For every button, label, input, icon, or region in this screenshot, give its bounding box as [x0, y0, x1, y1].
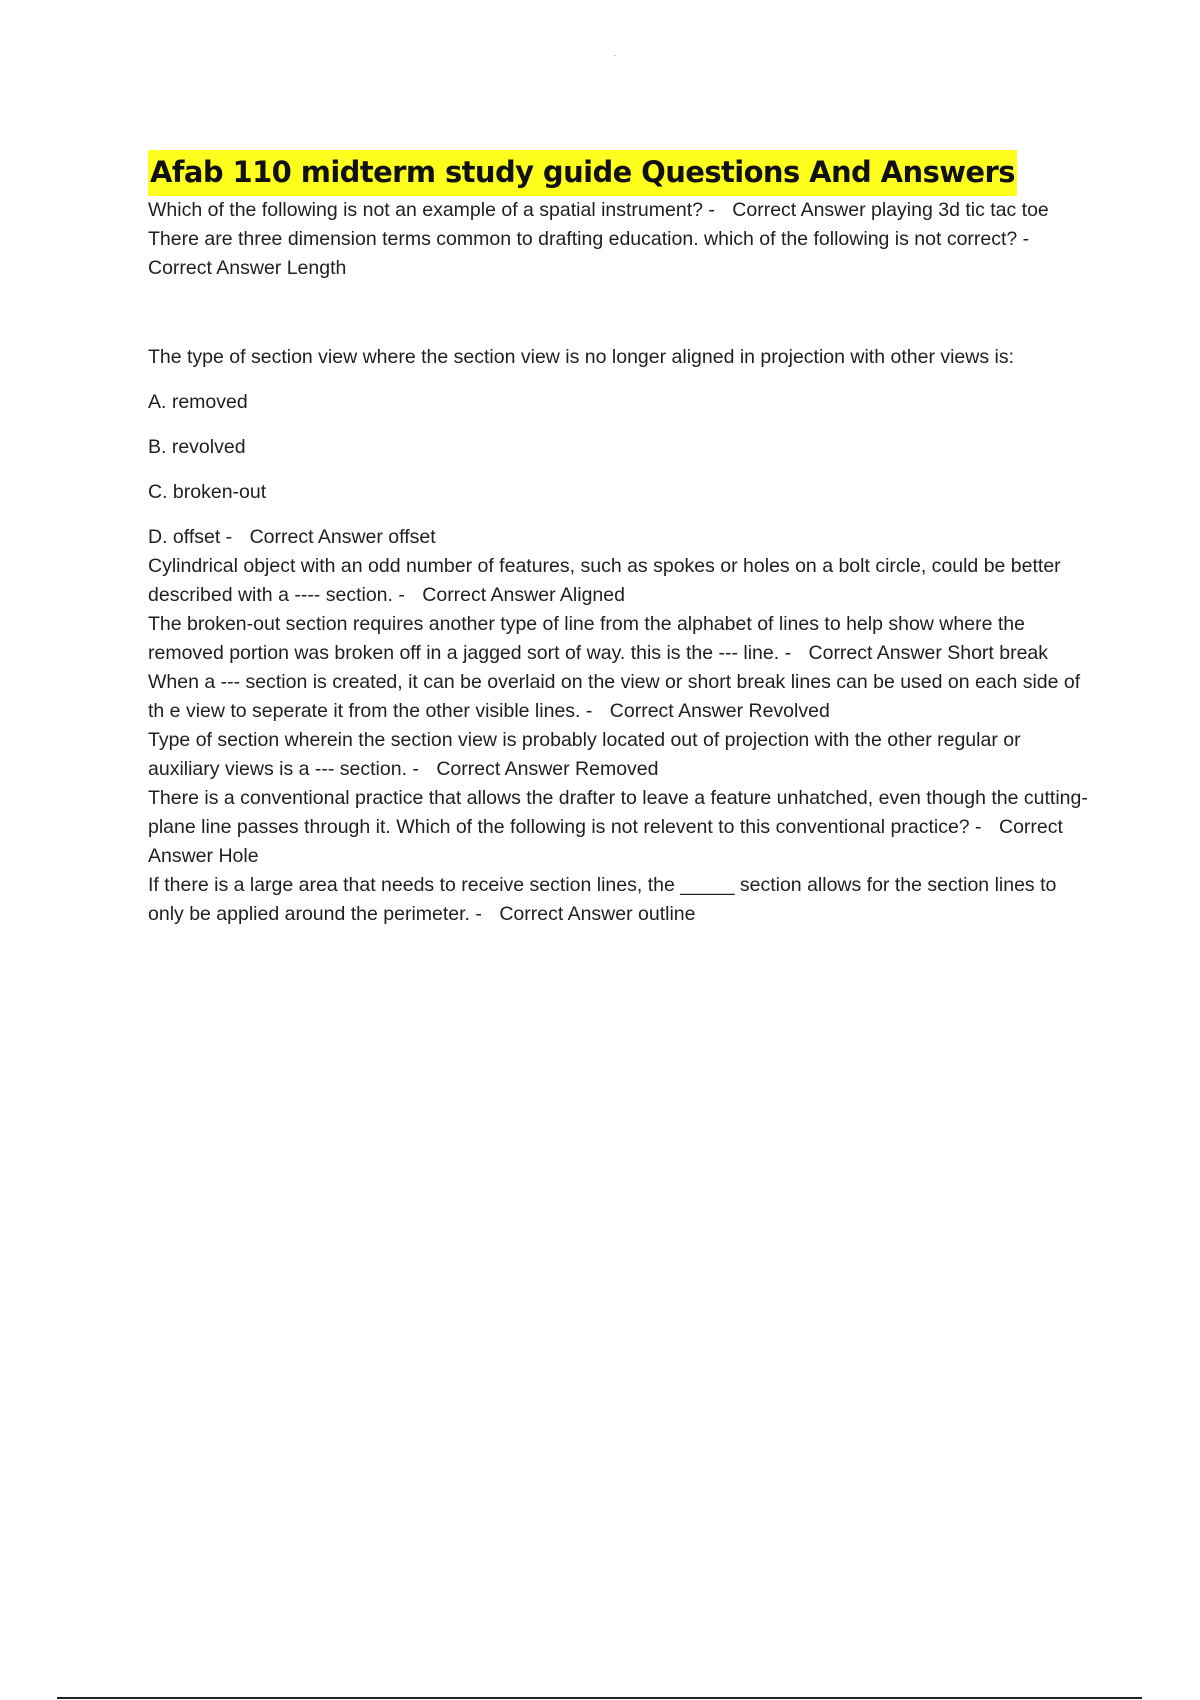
question-text: There are three dimension terms common to drafting education. which of the following is not correct? -	[148, 228, 1030, 250]
option-b: B. revolved	[148, 436, 246, 458]
qa-item-9	[148, 871, 1088, 929]
answer-text: Correct Answer Removed	[436, 758, 659, 780]
question-text: Cylindrical object with an odd number of features, such as spokes or holes on a bolt circle, could be better described with a ---- section. -	[148, 555, 1061, 606]
question-text: The type of section view where the section view is no longer aligned in projection with other views is:	[148, 346, 1015, 368]
option-d-label: D. offset -	[148, 526, 233, 548]
question-text: When a --- section is created, it can be overlaid on the view or short break lines can be used on each side of th e view to seperate it from the other visible lines. -	[148, 671, 1081, 722]
qa-item-7	[148, 726, 1088, 784]
question-text: There is a conventional practice that allows the drafter to leave a feature unhatched, even though the cutting-plane line passes through it. Which of the following is not relevent to this conventional practice? -	[148, 787, 1088, 838]
answer-text: Correct Answer Aligned	[422, 584, 625, 606]
qa-item-3	[148, 343, 1088, 552]
qa-item-5	[148, 610, 1088, 668]
answer-text: Correct Answer Hole	[148, 816, 1063, 867]
option-a: A. removed	[148, 391, 248, 413]
question-text: If there is a large area that needs to receive section lines, the _____ section allows for the section lines to only be applied around the perimeter. -	[148, 874, 1057, 925]
qa-item-4	[148, 552, 1088, 610]
qa-list	[148, 196, 1088, 929]
answer-text: Correct Answer playing 3d tic tac toe	[732, 199, 1049, 221]
answer-text: Correct Answer Length	[148, 257, 347, 279]
answer-text: Correct Answer offset	[249, 526, 436, 548]
document-page	[148, 150, 1088, 929]
footer-rule	[57, 1697, 1142, 1699]
qa-item-2	[148, 225, 1088, 283]
question-text: The broken-out section requires another type of line from the alphabet of lines to help show where the removed portion was broken off in a jagged sort of way. this is the --- line. -	[148, 613, 1025, 664]
option-d	[148, 523, 1088, 552]
question-text: Type of section wherein the section view is probably located out of projection with the other regular or auxiliary views is a --- section. -	[148, 729, 1021, 780]
answer-text: Correct Answer outline	[499, 903, 696, 925]
document-title: Afab 110 midterm study guide Questions And Answers	[148, 150, 1017, 196]
page-mark	[614, 55, 616, 56]
qa-item-1	[148, 196, 1088, 225]
answer-options	[148, 388, 1088, 552]
question-text: Which of the following is not an example of a spatial instrument? -	[148, 199, 715, 221]
option-c: C. broken-out	[148, 481, 267, 503]
qa-item-8	[148, 784, 1088, 871]
answer-text: Correct Answer Revolved	[609, 700, 830, 722]
qa-item-6	[148, 668, 1088, 726]
answer-text: Correct Answer Short break	[808, 642, 1049, 664]
